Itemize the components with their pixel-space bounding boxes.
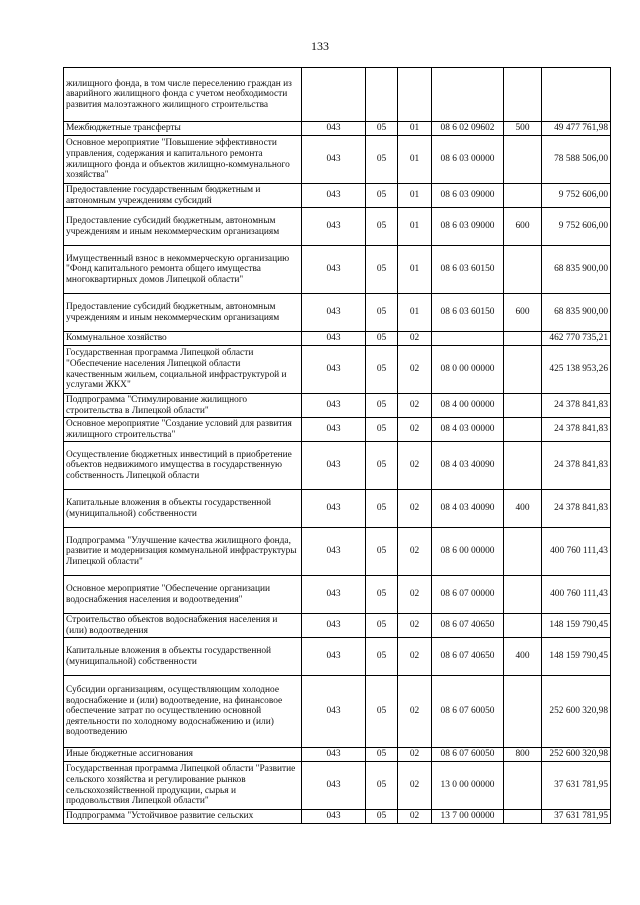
ministry-code <box>302 68 366 122</box>
target-item-code: 13 7 00 00000 <box>432 810 504 824</box>
amount: 400 760 111,43 <box>542 528 611 576</box>
target-item-code: 08 4 03 00000 <box>432 418 504 442</box>
subsection-code: 02 <box>398 528 432 576</box>
target-item-code: 08 6 03 00000 <box>432 136 504 184</box>
subsection-code: 01 <box>398 294 432 332</box>
subsection-code: 02 <box>398 346 432 394</box>
section-code: 05 <box>366 810 398 824</box>
section-code: 05 <box>366 748 398 762</box>
ministry-code: 043 <box>302 576 366 614</box>
table-row <box>64 528 611 576</box>
item-name: Осуществление бюджетных инвестиций в приобретение объектов недвижимого имущества в государственную собственность Липецкой области <box>64 442 302 490</box>
table-row <box>64 748 611 762</box>
amount: 252 600 320,98 <box>542 676 611 748</box>
expense-type-code <box>504 184 542 208</box>
table-row <box>64 184 611 208</box>
section-code: 05 <box>366 208 398 246</box>
item-name: Капитальные вложения в объекты государственной (муниципальной) собственности <box>64 490 302 528</box>
page-number: 133 <box>311 39 329 53</box>
target-item-code <box>432 332 504 346</box>
section-code: 05 <box>366 490 398 528</box>
target-item-code: 08 6 03 60150 <box>432 294 504 332</box>
amount: 148 159 790,45 <box>542 614 611 638</box>
amount: 252 600 320,98 <box>542 748 611 762</box>
section-code <box>366 68 398 122</box>
table-row <box>64 442 611 490</box>
item-name: Предоставление государственным бюджетным и автономным учреждениям субсидий <box>64 184 302 208</box>
ministry-code: 043 <box>302 208 366 246</box>
target-item-code: 08 4 03 40090 <box>432 490 504 528</box>
table-row <box>64 676 611 748</box>
ministry-code: 043 <box>302 418 366 442</box>
ministry-code: 043 <box>302 184 366 208</box>
table-row <box>64 490 611 528</box>
item-name: Строительство объектов водоснабжения населения и (или) водоотведения <box>64 614 302 638</box>
table-row <box>64 136 611 184</box>
expense-type-code <box>504 528 542 576</box>
expense-type-code: 600 <box>504 208 542 246</box>
ministry-code: 043 <box>302 676 366 748</box>
section-code: 05 <box>366 346 398 394</box>
amount: 400 760 111,43 <box>542 576 611 614</box>
subsection-code: 02 <box>398 576 432 614</box>
target-item-code: 08 6 07 60050 <box>432 748 504 762</box>
expense-type-code: 800 <box>504 748 542 762</box>
item-name: Основное мероприятие "Повышение эффективности управления, содержания и капитального ремонта жилищного фонда и объектов жилищно-коммунального хозяйства" <box>64 136 302 184</box>
expense-type-code <box>504 68 542 122</box>
ministry-code: 043 <box>302 394 366 418</box>
target-item-code: 08 4 00 00000 <box>432 394 504 418</box>
ministry-code: 043 <box>302 614 366 638</box>
amount: 24 378 841,83 <box>542 418 611 442</box>
section-code: 05 <box>366 576 398 614</box>
subsection-code: 02 <box>398 762 432 810</box>
section-code: 05 <box>366 136 398 184</box>
table-row <box>64 246 611 294</box>
expense-type-code <box>504 136 542 184</box>
table-row <box>64 614 611 638</box>
section-code: 05 <box>366 332 398 346</box>
item-name: Государственная программа Липецкой области "Обеспечение населения Липецкой области качественным жильем, социальной инфраструктурой и услугами ЖКХ" <box>64 346 302 394</box>
target-item-code: 08 6 07 60050 <box>432 676 504 748</box>
expense-type-code: 400 <box>504 490 542 528</box>
expense-type-code: 600 <box>504 294 542 332</box>
budget-table <box>63 67 611 824</box>
expense-type-code <box>504 576 542 614</box>
amount: 24 378 841,83 <box>542 442 611 490</box>
item-name: Имущественный взнос в некоммерческую организацию "Фонд капитального ремонта общего имущества многоквартирных домов Липецкой области" <box>64 246 302 294</box>
section-code: 05 <box>366 246 398 294</box>
target-item-code: 08 6 07 00000 <box>432 576 504 614</box>
subsection-code: 02 <box>398 332 432 346</box>
amount: 49 477 761,98 <box>542 122 611 136</box>
section-code: 05 <box>366 762 398 810</box>
item-name: Иные бюджетные ассигнования <box>64 748 302 762</box>
amount: 68 835 900,00 <box>542 294 611 332</box>
subsection-code: 02 <box>398 394 432 418</box>
item-name: Основное мероприятие "Обеспечение организации водоснабжения населения и водоотведения" <box>64 576 302 614</box>
ministry-code: 043 <box>302 638 366 676</box>
table-row <box>64 394 611 418</box>
amount: 37 631 781,95 <box>542 810 611 824</box>
expense-type-code <box>504 246 542 294</box>
ministry-code: 043 <box>302 246 366 294</box>
subsection-code: 02 <box>398 810 432 824</box>
ministry-code: 043 <box>302 442 366 490</box>
target-item-code: 08 6 03 09000 <box>432 208 504 246</box>
subsection-code: 01 <box>398 136 432 184</box>
table-row <box>64 576 611 614</box>
expense-type-code <box>504 762 542 810</box>
ministry-code: 043 <box>302 748 366 762</box>
ministry-code: 043 <box>302 528 366 576</box>
item-name: Субсидии организациям, осуществляющим холодное водоснабжение и (или) водоотведение, на финансовое обеспечение затрат по осуществлению основной деятельности по холодному водоснабжению и (или) водоотведению <box>64 676 302 748</box>
section-code: 05 <box>366 614 398 638</box>
ministry-code: 043 <box>302 294 366 332</box>
section-code: 05 <box>366 184 398 208</box>
table-row <box>64 68 611 122</box>
table-row <box>64 332 611 346</box>
section-code: 05 <box>366 418 398 442</box>
ministry-code: 043 <box>302 490 366 528</box>
subsection-code: 02 <box>398 638 432 676</box>
expense-type-code <box>504 418 542 442</box>
amount: 68 835 900,00 <box>542 246 611 294</box>
expense-type-code <box>504 332 542 346</box>
item-name: Межбюджетные трансферты <box>64 122 302 136</box>
subsection-code <box>398 68 432 122</box>
section-code: 05 <box>366 638 398 676</box>
table-row <box>64 122 611 136</box>
target-item-code: 08 0 00 00000 <box>432 346 504 394</box>
item-name: Подпрограмма "Устойчивое развитие сельских <box>64 810 302 824</box>
table-row <box>64 418 611 442</box>
expense-type-code <box>504 676 542 748</box>
amount: 9 752 606,00 <box>542 184 611 208</box>
amount: 24 378 841,83 <box>542 490 611 528</box>
target-item-code: 13 0 00 00000 <box>432 762 504 810</box>
table-row <box>64 638 611 676</box>
ministry-code: 043 <box>302 136 366 184</box>
subsection-code: 02 <box>398 442 432 490</box>
expense-type-code <box>504 394 542 418</box>
expense-type-code <box>504 614 542 638</box>
item-name: Предоставление субсидий бюджетным, автономным учреждениям и иным некоммерческим организациям <box>64 294 302 332</box>
amount: 24 378 841,83 <box>542 394 611 418</box>
section-code: 05 <box>366 122 398 136</box>
target-item-code: 08 6 07 40650 <box>432 638 504 676</box>
subsection-code: 01 <box>398 122 432 136</box>
item-name: Государственная программа Липецкой области "Развитие сельского хозяйства и регулирование рынков сельскохозяйственной продукции, сырья и продовольствия Липецкой области" <box>64 762 302 810</box>
target-item-code: 08 6 07 40650 <box>432 614 504 638</box>
section-code: 05 <box>366 528 398 576</box>
item-name: Подпрограмма "Стимулирование жилищного строительства в Липецкой области" <box>64 394 302 418</box>
table-row <box>64 294 611 332</box>
subsection-code: 02 <box>398 676 432 748</box>
target-item-code: 08 6 03 60150 <box>432 246 504 294</box>
amount <box>542 68 611 122</box>
subsection-code: 01 <box>398 184 432 208</box>
table-row <box>64 346 611 394</box>
table-row <box>64 810 611 824</box>
target-item-code: 08 6 00 00000 <box>432 528 504 576</box>
subsection-code: 01 <box>398 246 432 294</box>
ministry-code: 043 <box>302 810 366 824</box>
item-name: Предоставление субсидий бюджетным, автономным учреждениям и иным некоммерческим организациям <box>64 208 302 246</box>
subsection-code: 02 <box>398 490 432 528</box>
expense-type-code: 500 <box>504 122 542 136</box>
expense-type-code <box>504 346 542 394</box>
amount: 462 770 735,21 <box>542 332 611 346</box>
item-name: жилищного фонда, в том числе переселению граждан из аварийного жилищного фонда с учетом необходимости развития малоэтажного жилищного строительства <box>64 68 302 122</box>
section-code: 05 <box>366 676 398 748</box>
subsection-code: 02 <box>398 418 432 442</box>
expense-type-code <box>504 810 542 824</box>
target-item-code: 08 6 03 09000 <box>432 184 504 208</box>
target-item-code: 08 4 03 40090 <box>432 442 504 490</box>
item-name: Капитальные вложения в объекты государственной (муниципальной) собственности <box>64 638 302 676</box>
ministry-code: 043 <box>302 332 366 346</box>
section-code: 05 <box>366 394 398 418</box>
amount: 425 138 953,26 <box>542 346 611 394</box>
item-name: Подпрограмма "Улучшение качества жилищного фонда, развитие и модернизация коммунальной инфраструктуры Липецкой области" <box>64 528 302 576</box>
expense-type-code <box>504 442 542 490</box>
target-item-code: 08 6 02 09602 <box>432 122 504 136</box>
target-item-code <box>432 68 504 122</box>
item-name: Коммунальное хозяйство <box>64 332 302 346</box>
ministry-code: 043 <box>302 762 366 810</box>
amount: 78 588 506,00 <box>542 136 611 184</box>
section-code: 05 <box>366 442 398 490</box>
expense-type-code: 400 <box>504 638 542 676</box>
table-row <box>64 208 611 246</box>
subsection-code: 02 <box>398 748 432 762</box>
amount: 9 752 606,00 <box>542 208 611 246</box>
ministry-code: 043 <box>302 346 366 394</box>
subsection-code: 01 <box>398 208 432 246</box>
subsection-code: 02 <box>398 614 432 638</box>
amount: 37 631 781,95 <box>542 762 611 810</box>
section-code: 05 <box>366 294 398 332</box>
ministry-code: 043 <box>302 122 366 136</box>
amount: 148 159 790,45 <box>542 638 611 676</box>
item-name: Основное мероприятие "Создание условий для развития жилищного строительства" <box>64 418 302 442</box>
table-row <box>64 762 611 810</box>
